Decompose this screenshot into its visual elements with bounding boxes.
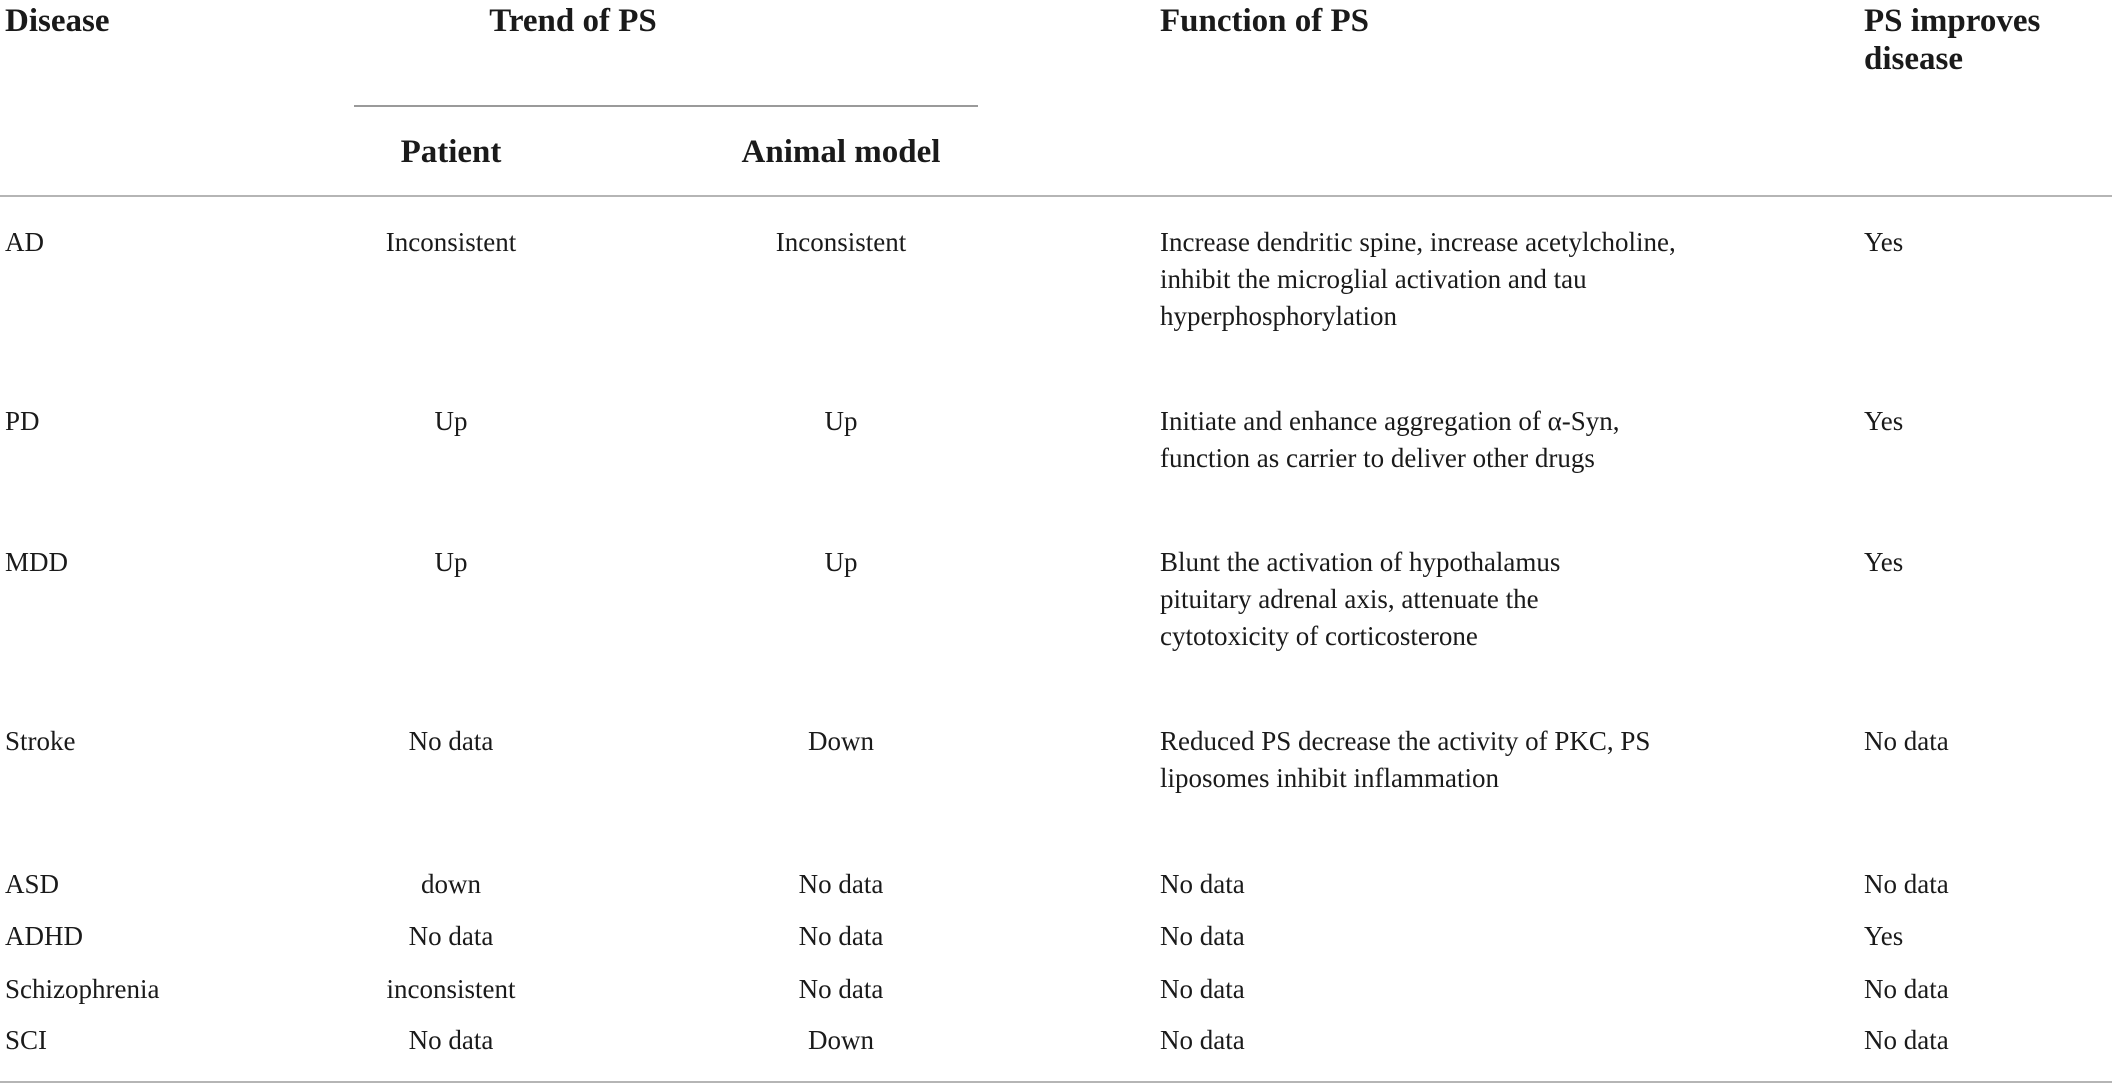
row-mdd-disease: MDD [5, 547, 69, 577]
row-pd-patient: Up [434, 406, 468, 436]
row-adhd-animal: No data [798, 921, 884, 951]
header-ps-improves-disease: PS improves disease [1864, 3, 2041, 77]
table-bottom-rule [0, 1081, 2112, 1083]
row-stroke-animal: Down [808, 726, 874, 756]
row-pd-animal: Up [824, 406, 858, 436]
row-schizophrenia-improves: No data [1864, 974, 1949, 1004]
row-sci-animal: Down [808, 1025, 874, 1055]
row-asd-improves: No data [1864, 869, 1949, 899]
row-pd-disease: PD [5, 406, 40, 436]
row-ad-patient: Inconsistent [385, 227, 517, 257]
row-sci-improves: No data [1864, 1025, 1949, 1055]
row-ad-animal: Inconsistent [775, 227, 907, 257]
row-ad-function: Increase dendritic spine, increase acetylcholine, inhibit the microglial activation and tau hyperphosphorylation [1160, 227, 1676, 331]
row-adhd-patient: No data [408, 921, 494, 951]
row-schizophrenia-animal: No data [798, 974, 884, 1004]
row-pd-function: Initiate and enhance aggregation of α-Syn, function as carrier to deliver other drugs [1160, 406, 1620, 473]
row-mdd-function: Blunt the activation of hypothalamus pituitary adrenal axis, attenuate the cytotoxicity of corticosterone [1160, 547, 1561, 651]
row-asd-animal: No data [798, 869, 884, 899]
header-rule [0, 195, 2112, 197]
row-mdd-improves: Yes [1864, 547, 1904, 577]
row-sci-function: No data [1160, 1025, 1245, 1055]
row-ad-disease: AD [5, 227, 44, 257]
row-adhd-disease: ADHD [5, 921, 83, 951]
row-stroke-disease: Stroke [5, 726, 76, 756]
row-asd-patient: down [421, 869, 481, 899]
row-stroke-improves: No data [1864, 726, 1949, 756]
row-stroke-function: Reduced PS decrease the activity of PKC, PS liposomes inhibit inflammation [1160, 726, 1651, 793]
row-adhd-function: No data [1160, 921, 1245, 951]
row-schizophrenia-patient: inconsistent [386, 974, 516, 1004]
row-asd-disease: ASD [5, 869, 60, 899]
row-sci-disease: SCI [5, 1025, 48, 1055]
header-patient: Patient [400, 134, 502, 170]
row-mdd-animal: Up [824, 547, 858, 577]
row-pd-improves: Yes [1864, 406, 1904, 436]
row-schizophrenia-function: No data [1160, 974, 1245, 1004]
row-sci-patient: No data [408, 1025, 494, 1055]
subheader-rule [354, 105, 978, 107]
header-disease: Disease [5, 3, 110, 39]
header-trend-of-ps: Trend of PS [489, 3, 657, 39]
row-adhd-improves: Yes [1864, 921, 1904, 951]
row-mdd-patient: Up [434, 547, 468, 577]
header-function-of-ps: Function of PS [1160, 3, 1370, 39]
row-ad-improves: Yes [1864, 227, 1904, 257]
row-schizophrenia-disease: Schizophrenia [5, 974, 160, 1004]
row-stroke-patient: No data [408, 726, 494, 756]
row-asd-function: No data [1160, 869, 1245, 899]
header-animal-model: Animal model [741, 134, 941, 170]
